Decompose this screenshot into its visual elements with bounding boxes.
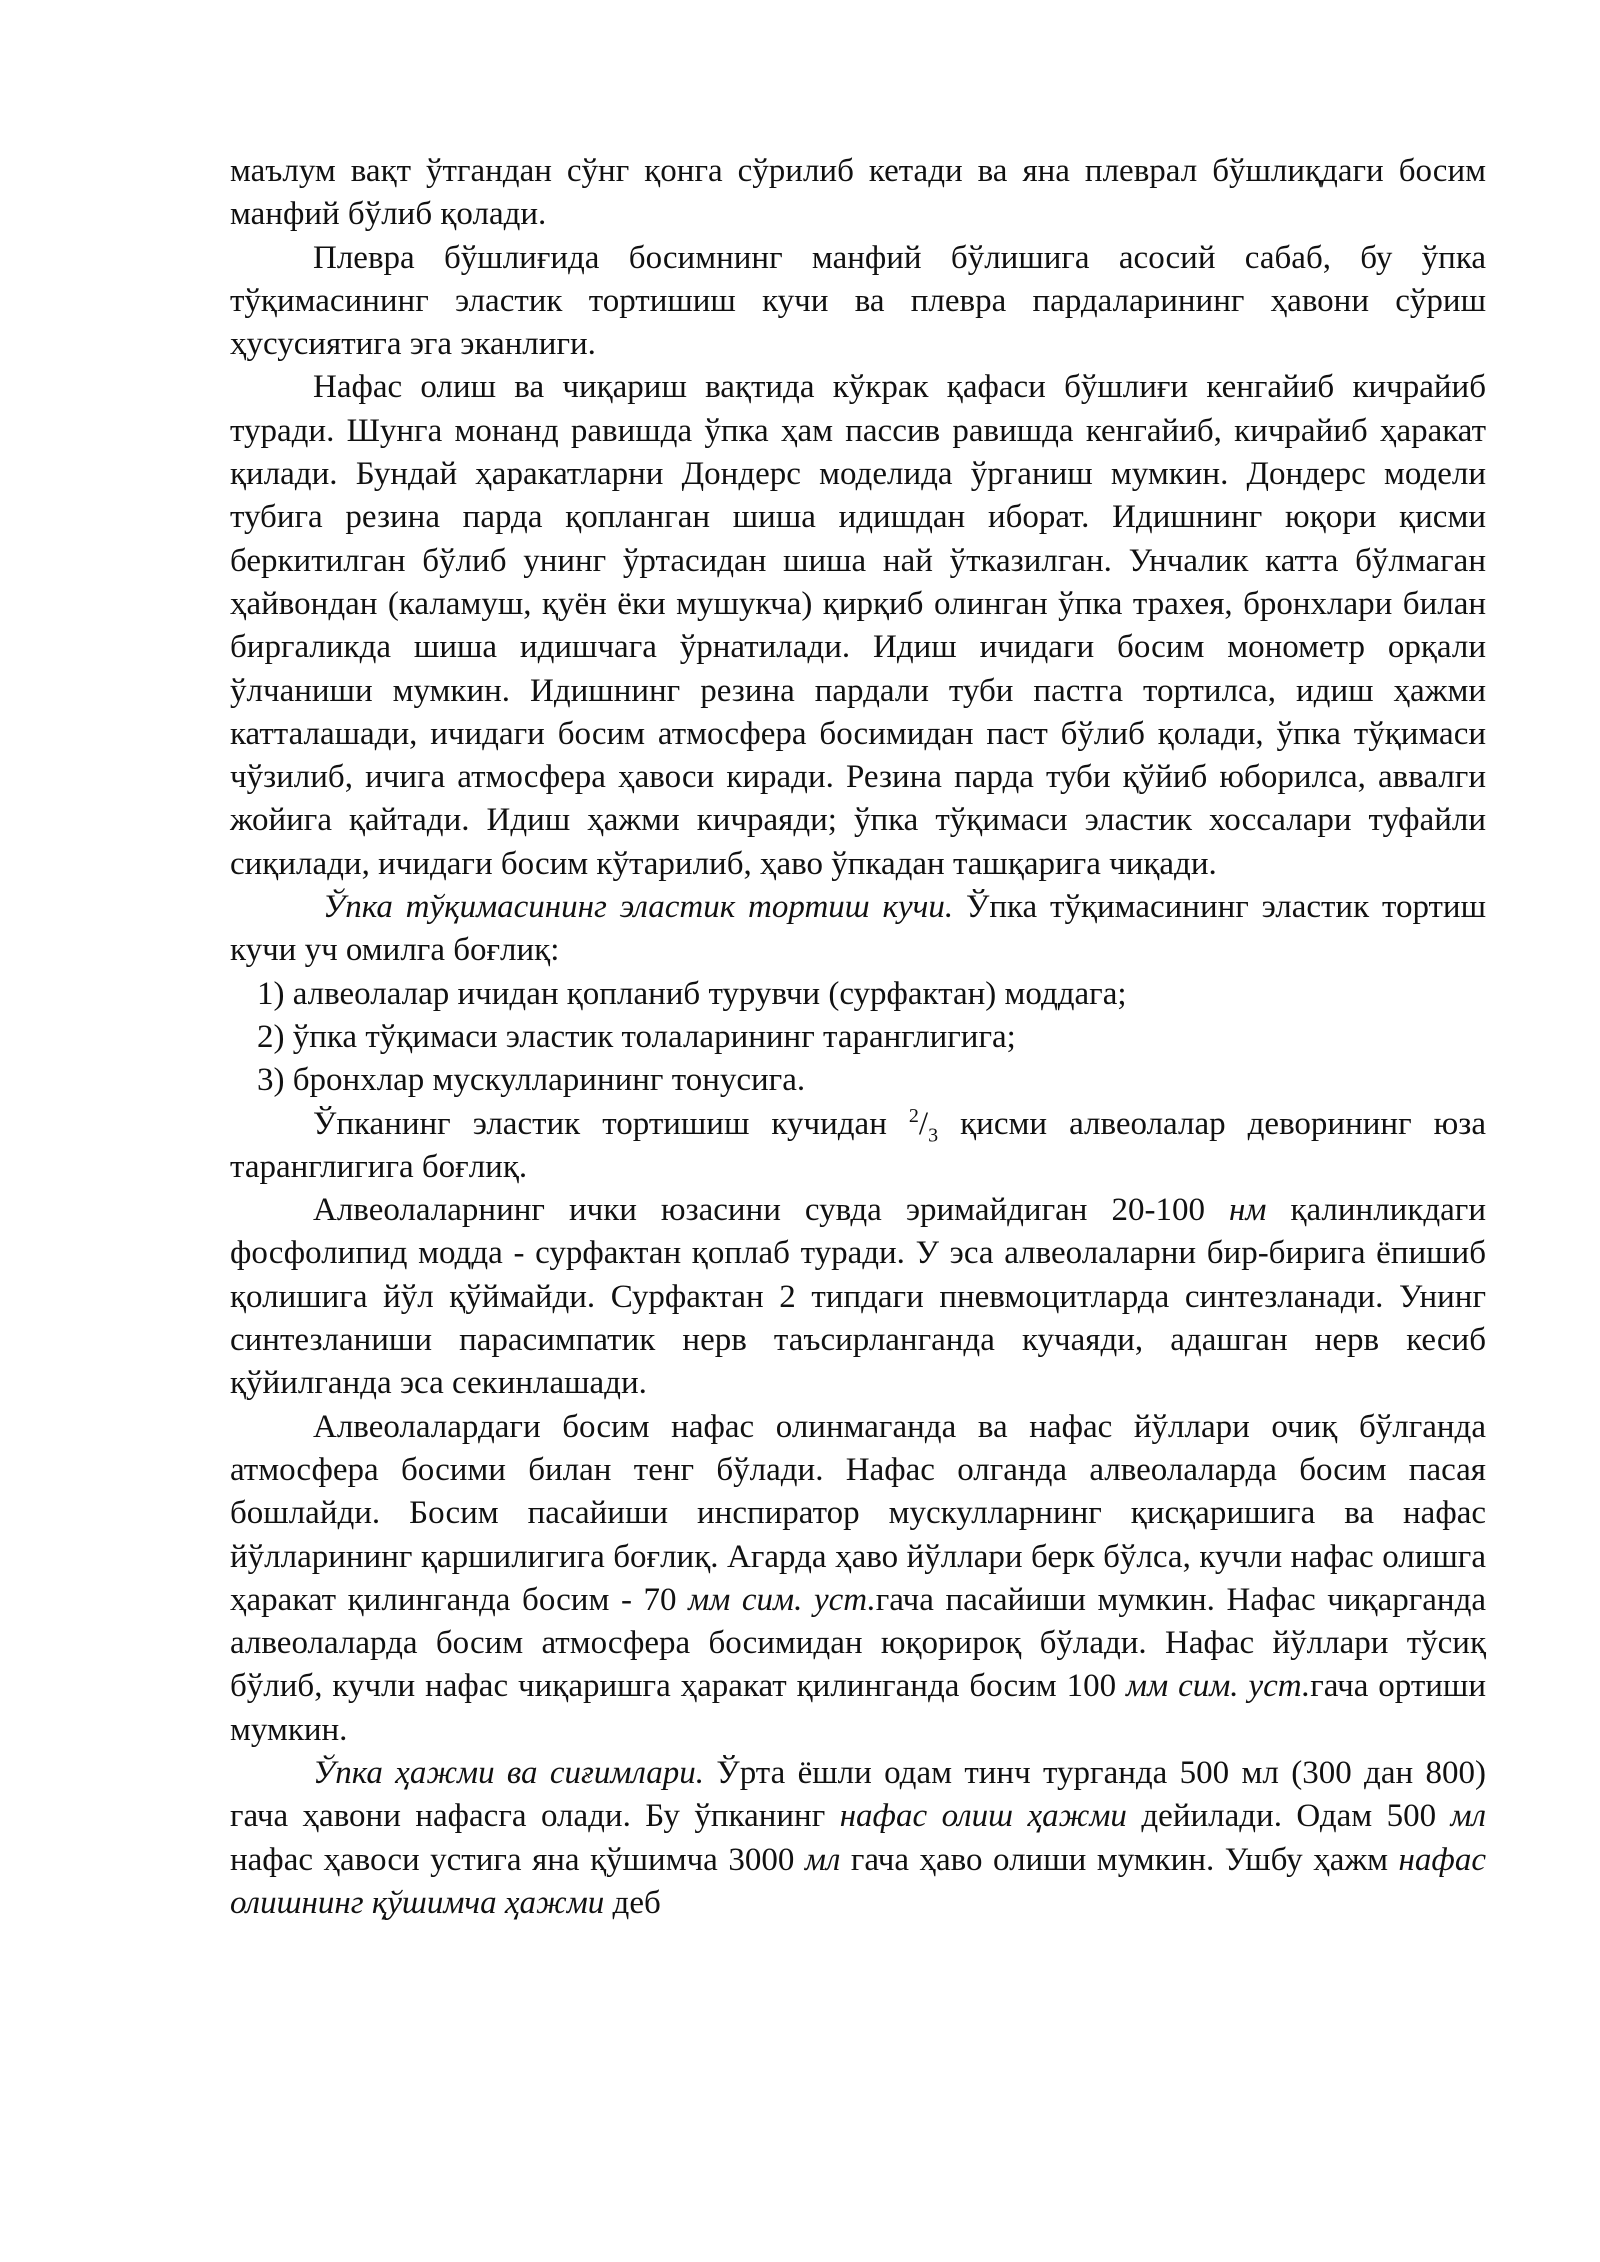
- paragraph-4: Ўпка тўқимасининг эластик тортиш кучи. Ўпка тўқимасининг эластик тортиш кучи уч омилга боғлиқ:: [230, 889, 1486, 969]
- term-inspiratory-reserve-volume: нафас олишнинг қўшимча ҳажми: [230, 1841, 1486, 1921]
- section-heading-lung-volumes: Ўпка ҳажми ва сиғимлари.: [313, 1754, 704, 1791]
- unit-ml: мл: [804, 1841, 841, 1878]
- body-text: [230, 150, 1486, 1925]
- unit-nm: нм: [1228, 1192, 1267, 1229]
- unit-mmhg: мм сим. уст.: [688, 1581, 876, 1618]
- unit-mmhg: мм сим. уст.: [1126, 1668, 1311, 1705]
- paragraph-3: Нафас олиш ва чиқариш вақтида кўкрак қафаси бўшлиғи кенгайиб кичрайиб туради. Шунга монанд равишда ўпка ҳам пассив равишда кенгайиб, кичрайиб ҳаракат қилади. Бундай ҳаракатларни Дондерс моделида ўрганиш мумкин. Дондерс модели тубига резина парда қопланган шиша идишдан иборат. Идишнинг юқори қисми беркитилган бўлиб унинг ўртасидан шиша най ўтказилган. Унчалик катта бўлмаган ҳайвондан (каламуш, қуён ёки мушукча) қирқиб олинган ўпка трахея, бронхлари билан биргаликда шиша идишчага ўрнатилади. Идиш ичидаги босим монометр орқали ўлчаниши мумкин. Идишнинг резина пардали туби пастга тортилса, идиш ҳажми катталашади, ичидаги босим атмосфера босимидан паст бўлиб қолади, ўпка тўқимаси чўзилиб, ичига атмосфера ҳавоси киради. Резина парда туби қўйиб юборилса, аввалги жойига қайтади. Идиш ҳажми кичраяди; ўпка тўқимаси эластик хоссалари туфайли сиқилади, ичидаги босим кўтарилиб, ҳаво ўпкадан ташқарига чиқади.: [230, 369, 1486, 882]
- paragraph-1: маълум вақт ўтгандан сўнг қонга сўрилиб кетади ва яна плеврал бўшлиқдаги босим манфий бўлиб қолади.: [230, 153, 1486, 233]
- list-item: 2) ўпка тўқимаси эластик толаларининг таранглигига;: [257, 1018, 1016, 1055]
- paragraph-7: Алвеолалардаги босим нафас олинмаганда ва нафас йўллари очиқ бўлганда атмосфера босими билан тенг бўлади. Нафас олганда алвеолаларда босим пасая бошлайди. Босим пасайиши инспиратор мускулларнинг қисқаришига ва нафас йўлларининг қаршилигига боғлиқ. Агарда ҳаво йўллари берк бўлса, кучли нафас олишга ҳаракат қилинганда босим - 70 мм сим. уст.гача пасайиши мумкин. Нафас чиқарганда алвеолаларда босим атмосфера босимидан юқорироқ бўлади. Нафас йўллари тўсиқ бўлиб, кучли нафас чиқаришга ҳаракат қилинганда босим 100 мм сим. уст.гача ортиши мумкин.: [230, 1408, 1487, 1748]
- term-tidal-volume: нафас олиш ҳажми: [839, 1798, 1127, 1835]
- section-heading-elastic-force: Ўпка тўқимасининг эластик тортиш кучи.: [323, 889, 954, 926]
- paragraph-8: Ўпка ҳажми ва сиғимлари. Ўрта ёшли одам тинч турганда 500 мл (300 дан 800) гача ҳавони нафасга олади. Бу ўпканинг нафас олиш ҳажми дейилади. Одам 500 мл нафас ҳавоси устига яна қўшимча 3000 мл гача ҳаво олиши мумкин. Ушбу ҳажм нафас олишнинг қўшимча ҳажми деб: [230, 1754, 1486, 1921]
- paragraph-2: Плевра бўшлиғида босимнинг манфий бўлишига асосий сабаб, бу ўпка тўқимасининг эластик тортишиш кучи ва плевра пардаларининг ҳавони сўриш ҳусусиятига эга эканлиги.: [230, 239, 1486, 363]
- unit-ml: мл: [1450, 1798, 1486, 1835]
- paragraph-5: Ўпканинг эластик тортишиш кучидан $^2/_3$ қисми алвеолалар деворининг юза таранглигига боғлиқ.: [230, 1104, 1486, 1185]
- fraction-denominator: 3: [928, 1124, 939, 1147]
- paragraph-6: Алвеолаларнинг ички юзасини сувда эримайдиган 20-100 нм қалинликдаги фосфолипид модда - сурфактан қоплаб туради. У эса алвеолаларни бир-бирига ёпишиб қолишига йўл қўймайди. Сурфактан 2 типдаги пневмоцитларда синтезланади. Унинг синтезланиши парасимпатик нерв таъсирланганда кучаяди, адашган нерв кесиб қўйилганда эса секинлашади.: [230, 1192, 1486, 1402]
- list-item: 1) алвеолалар ичидан қопланиб турувчи (сурфактан) моддага;: [257, 975, 1127, 1012]
- fraction-numerator: 2: [908, 1104, 919, 1127]
- fraction-slash: /: [918, 1105, 929, 1142]
- list-item: 3) бронхлар мускулларининг тонусига.: [257, 1062, 806, 1099]
